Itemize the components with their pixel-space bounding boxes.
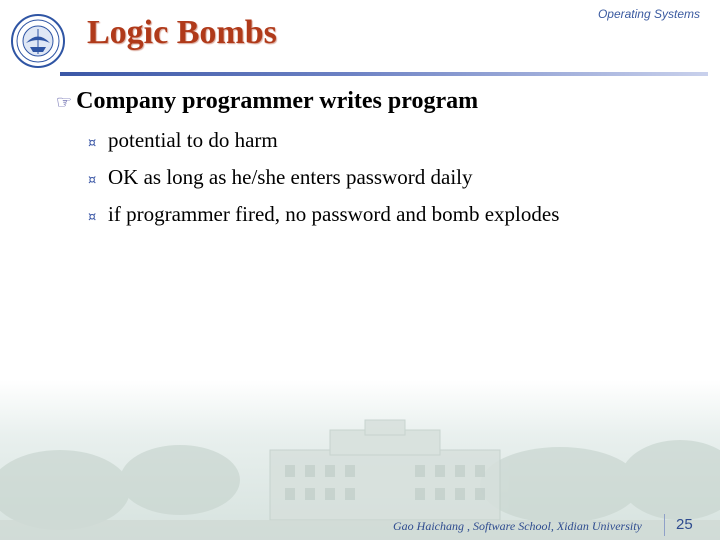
page-number: 25 xyxy=(676,516,693,533)
university-seal-icon xyxy=(10,12,66,70)
list-item xyxy=(88,128,559,165)
list-item xyxy=(88,202,559,239)
sub-bullet-text: potential to do harm xyxy=(108,128,278,152)
currency-sign-icon: ¤ xyxy=(88,173,97,188)
list-item xyxy=(88,165,559,202)
sub-bullet-text: if programmer fired, no password and bomb explodes xyxy=(108,202,560,226)
footer-author: Gao Haichang , Software School, Xidian University xyxy=(393,519,642,533)
footer-divider xyxy=(664,514,665,536)
currency-sign-icon: ¤ xyxy=(88,210,97,225)
currency-sign-icon: ¤ xyxy=(88,136,97,151)
header-divider xyxy=(60,72,708,76)
main-bullet-text: Company programmer writes program xyxy=(76,88,479,114)
pointing-hand-icon: ☞ xyxy=(56,92,73,113)
main-bullet xyxy=(56,88,478,115)
sub-bullet-text: OK as long as he/she enters password daily xyxy=(108,165,473,189)
campus-background-image xyxy=(0,380,720,540)
sub-bullet-list xyxy=(88,128,559,239)
course-name: Operating Systems xyxy=(597,7,700,21)
slide-title: Logic Bombs xyxy=(87,14,277,51)
